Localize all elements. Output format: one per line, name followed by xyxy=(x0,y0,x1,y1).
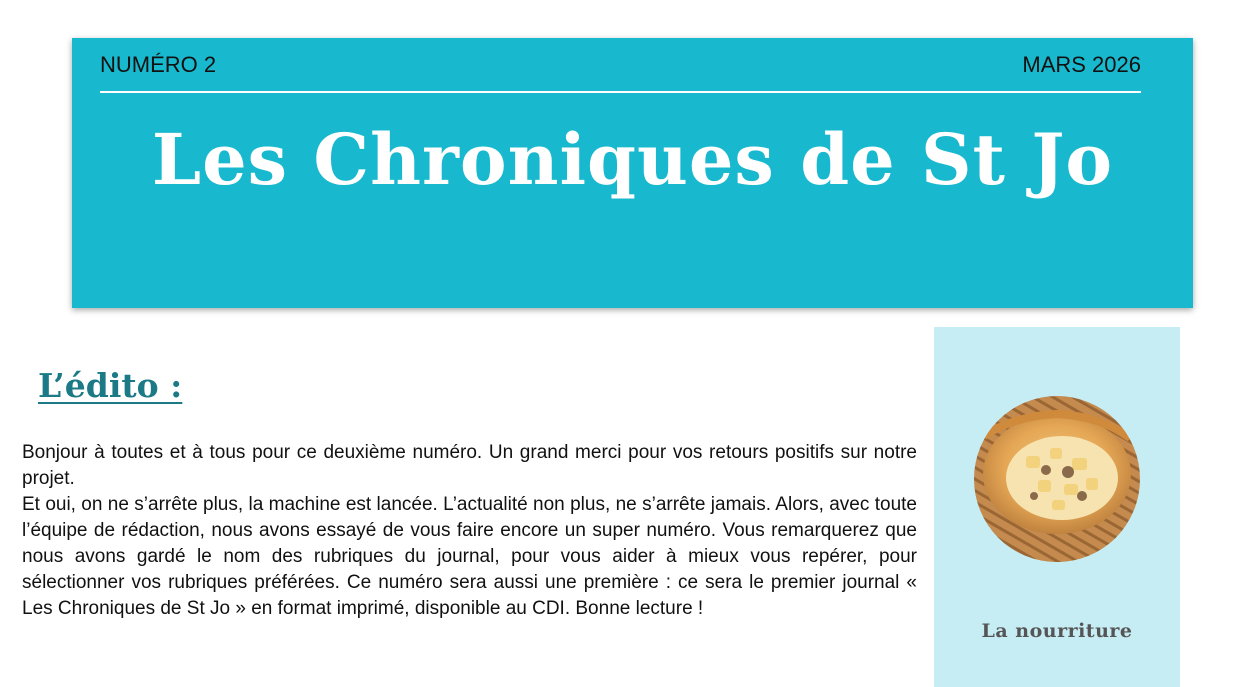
sidebar-label[interactable]: La nourriture xyxy=(981,620,1133,642)
journal-title: Les Chroniques de St Jo xyxy=(151,118,1114,201)
issue-date: MARS 2026 xyxy=(1022,52,1141,77)
edito-heading: L’édito : xyxy=(38,366,183,405)
issue-number: NUMÉRO 2 xyxy=(100,52,217,77)
food-photo-svg xyxy=(974,396,1140,562)
edito-body xyxy=(22,440,917,622)
issue-row xyxy=(100,51,1141,79)
masthead xyxy=(72,38,1193,308)
edito-paragraph-2: Et oui, on ne s’arrête plus, la machine est lancée. L’actualité non plus, ne s’arrête jamais. Alors, avec toute l’équipe de rédaction, nous avons essayé de vous faire encore un super numéro. Vous remarquerez que nous avons gardé le nom des rubriques du journal, pour vous aider à mieux vous repérer, pour sélectionner vos rubriques préférées. Ce numéro sera aussi une première : ce sera le premier journal « Les Chroniques de St Jo » en format imprimé, disponible au CDI. Bonne lecture ! xyxy=(22,494,917,619)
masthead-divider xyxy=(100,91,1141,93)
edito-paragraph-1: Bonjour à toutes et à tous pour ce deuxième numéro. Un grand merci pour vos retours positifs sur notre projet. xyxy=(22,442,917,489)
food-pie-photo xyxy=(974,396,1140,562)
sidebar-food-section[interactable] xyxy=(934,327,1180,687)
